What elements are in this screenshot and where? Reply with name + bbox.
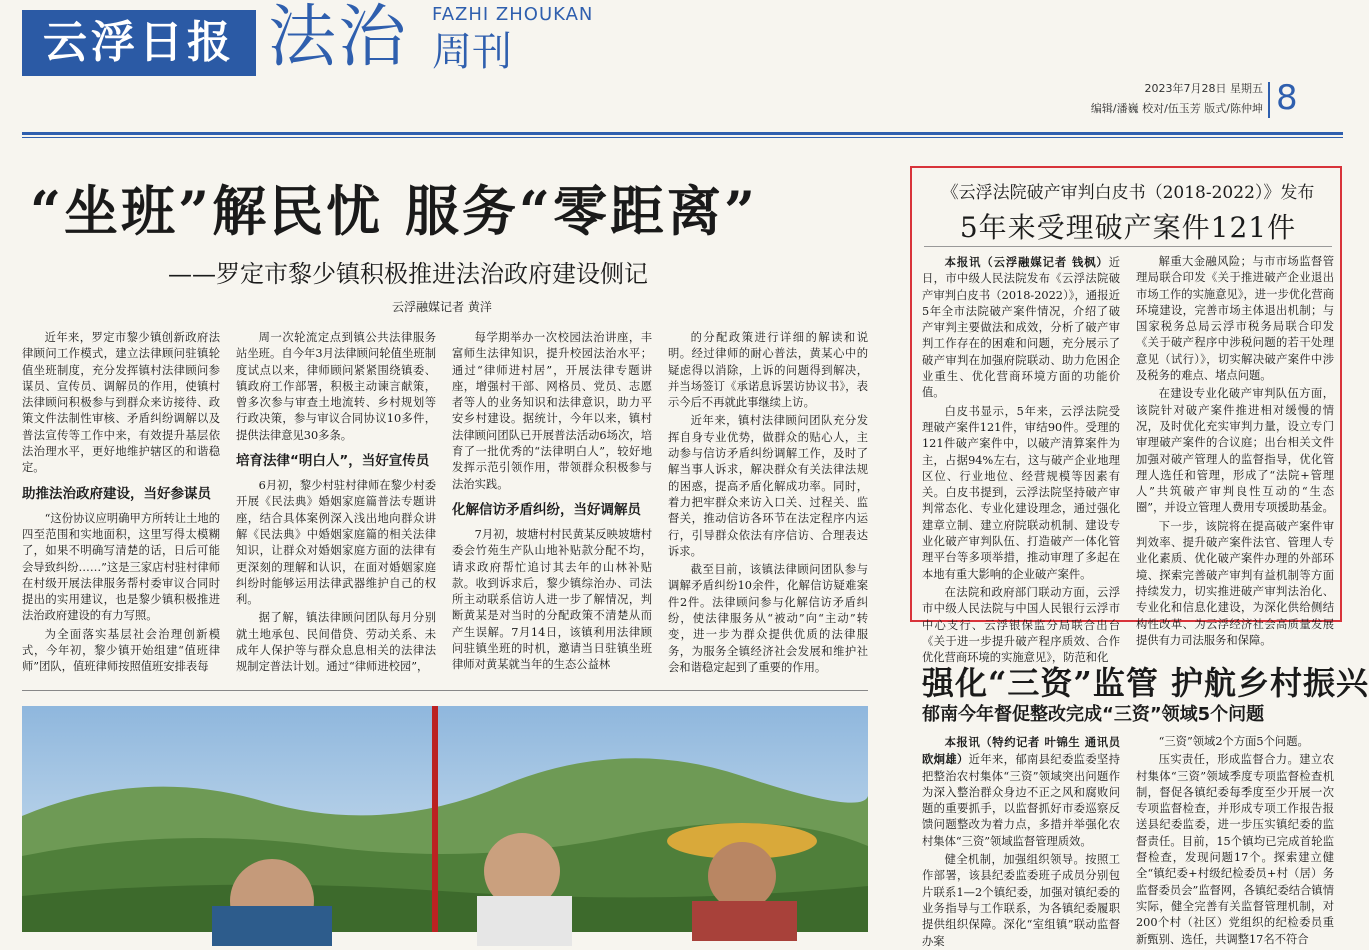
paragraph: “这份协议应明确甲方所转让土地的四至范围和实地面积，这里写得太模糊了，如果不明确写清楚的话，日后可能会导致纠纷……”这是三家店村驻村律师在村级开展法律服务帮村委审议合同时提出的实用建议，也是黎少镇积极推进法治政府建设的有力写照。 [22,511,220,623]
story2-column-2 [1136,734,1334,946]
masthead-rule-thin [22,137,1343,138]
sidebar-suptitle: 《云浮法院破产审判白皮书（2018-2022）》发布 [941,183,1315,203]
paragraph: 白皮书显示，5年来，云浮法院受理破产案件121件，审结90件。受理的121件破产案件中，以破产清算案件为主，占据94%左右，这与破产企业地理区位、行业地位、经营规模等因素有关。白皮书提到，云浮法院坚持破产审判常态化、专业化建设理念，通过强化建章立制、建立府院联动机制、建设专业化破产审判队伍、打造破产一体化管理平台等多项举措，推动审理了多起在本地有重大影响的企业破产案件。 [922,404,1120,581]
paragraph: 为全面落实基层社会治理创新模式，今年初，黎少镇开始组建“值班律师”团队，值班律师按照值班安排表每 [22,627,220,674]
masthead-rule [22,132,1343,135]
section-divider [22,690,868,691]
paragraph-text: 近日，市中级人民法院发布《云浮法院破产审判白皮书（2018-2022）》，通报近5年全市法院破产案件情况，介绍了破产审判主要做法和成效，分析了破产审判工作存在的困难和问题，充分展示了破产审判在加强府院联动、助力危困企业重生、优化营商环境方面的功能价值。 [922,256,1120,400]
paragraph: 每学期举办一次校园法治讲座，丰富师生法律知识，提升校园法治水平；通过“律师进村居”，开展法律专题讲座，增强村干部、网格员、党员、志愿者等人的业务知识和法律意识，助力平安乡村建设。据统计，今年以来，镇村法律顾问团队已开展普法活动6场次，培育了一批优秀的“法律明白人”，较好地发挥示范引领作用，带领群众积极参与法治实践。 [452,331,652,491]
sidebar-column-1 [922,254,1120,665]
paragraph: 近年来，罗定市黎少镇创新政府法律顾问工作模式，建立法律顾问驻镇轮值坐班制度，充分发挥镇村法律顾问参谋员、宣传员、调解员的作用，使镇村法律顾问积极参与到群众来访接待、政策文件法制性审核、矛盾纠纷调解以及普法宣传等工作中来，有效提升基层依法治理水平，更好地维护辖区的和谐稳定。 [22,331,220,475]
lead-subheadline: ——罗定市黎少镇积极推进法治政府建设侧记 [168,260,648,288]
lead-column-4 [668,330,868,674]
subhead: 助推法治政府建设，当好参谋员 [22,485,211,502]
story2-subheadline: 郁南今年督促整改完成“三资”领域5个问题 [922,704,1265,725]
page-number-divider [1268,82,1270,118]
paragraph: 解重大金融风险；与市市场监督管理局联合印发《关于推进破产企业退出市场工作的实施意见》，进一步优化营商环境建设，完善市场主体退出机制；与国家税务总局云浮市税务局联合印发《关于破产程序中涉税问题的若干处理意见（试行）》，切实解决破产案件中涉及税务的难点、堵点问题。 [1136,255,1334,383]
paragraph: “三资”领域2个方面5个问题。 [1158,735,1309,748]
paragraph: 据了解，镇法律顾问团队每月分别就土地承包、民间借贷、劳动关系、未成年人保护等与群众息息相关的法律法规制定普法计划。通过“律师进校园”， [236,611,436,674]
paragraph: 周一次轮流定点到镇公共法律服务站坐班。自今年3月法律顾问轮值坐班制度试点以来，律师顾问紧紧围绕镇委、镇政府工作部署，积极主动谏言献策，曾多次参与审查土地流转、乡村规划等行政决策，参与审议合同协议10多件，提供法律意见30多条。 [236,331,436,442]
paragraph: 在建设专业化破产审判队伍方面，该院针对破产案件推进相对缓慢的情况，及时优化充实审判力量，设立专门审理破产案件的合议庭；出台相关文件加强对破产管理人的监督指导，优化管理人选任和管理，形成了“法院+管理人”共筑破产审判良性互动的“生态圈”，并设立管理人费用专项援助基金。 [1136,387,1334,515]
sidebar-column-2 [1136,254,1334,647]
outdoor-scene-photo [22,706,868,932]
dateline: 本报讯（云浮融媒记者 钱枫） [944,255,1109,269]
section-title: 法治 [268,0,409,77]
page-number: 8 [1276,78,1298,118]
paragraph-text: 近年来，郁南县纪委监委坚持把整治农村集体“三资”领域突出问题作为深入整治群众身边不正之风和腐败问题的重要抓手，以监督抓好市委巡察反馈问题整改为着力点，多措并举强化农村集体“三资”领域监督管理质效。 [922,753,1120,848]
lead-headline: “坐班”解民忧 服务“零距离” [30,179,759,243]
paragraph [922,734,1120,850]
editor-credits: 编辑/潘巍 校对/伍玉芳 版式/陈仲坤 [1090,102,1263,115]
paragraph: 近年来，镇村法律顾问团队充分发挥自身专业优势，做群众的贴心人，主动参与信访矛盾纠纷调解工作，及时了解当事人诉求，解决群众有关法律法规的困惑，提高矛盾化解成功率。同时，着力把牢群众来访入口关、过程关、监督关，推动信访各环节在法定程序内运行，引导群众依法有序信访、合理表达诉求。 [668,414,868,558]
issue-date: 2023年7月28日 星期五 [1144,82,1263,95]
paragraph: 压实责任，形成监督合力。建立农村集体“三资”领域季度专项监督检查机制，督促各镇纪委每季度至少开展一次专项监督检查，并形成专项工作报告报送县纪委监委，进一步压实镇纪委的监督责任。目前，15个镇均已完成首轮监督检查，发现问题17个。探索建立健全“镇纪委+村级纪检委员+村（居）务监督委员会”监督网，各镇纪委结合镇情实际，健全完善有关监督管理机制，对200个村（社区）党组织的纪检委员重新甄别、选任，共调整17名不符合 [1136,753,1334,946]
paragraph: 截至目前，该镇法律顾问团队参与调解矛盾纠纷10余件，化解信访疑难案件2件。法律顾问参与化解信访矛盾纠纷，使法律服务从“被动”向“主动”转变，进一步为群众提供优质的法律服务，为服务全镇经济社会发展和维护社会和谐稳定起到了重要的作用。 [668,563,868,674]
subhead: 化解信访矛盾纠纷，当好调解员 [452,501,641,518]
subhead: 培育法律“明白人”，当好宣传员 [236,453,430,470]
paragraph: 下一步，该院将在提高破产案件审判效率、提升破产案件法官、管理人专业化素质、优化破产案件办理的外部环境、探索完善破产审判有益机制等方面持续发力，切实推进破产审判法治化、专业化和信息化建设，为深化供给侧结构性改革、为云浮经济社会高质量发展提供有力司法服务和保障。 [1136,519,1334,647]
section-pinyin: FAZHI ZHOUKAN [432,4,594,25]
section-subtitle: 周刊 [432,29,512,75]
lead-column-1 [22,330,220,674]
paragraph [922,254,1120,402]
sidebar-divider [924,246,1332,247]
paragraph: 的分配政策进行详细的解读和说明。经过律师的耐心普法，黄某心中的疑虑得以消除，上诉的问题得到解决，并当场签订《承诺息诉罢访协议书》，表示今后不再就此事继续上访。 [668,331,868,410]
paragraph: 7月初，坡塘村村民黄某反映坡塘村委会竹苑生产队山地补贴款分配不均，请求政府帮忙追讨其去年的山林补贴款。收到诉求后，黎少镇综治办、司法所主动联系信访人进一步了解情况，判断黄某是对当时的分配政策不清楚从而产生误解。7月14日，该镇利用法律顾问驻镇坐班的时机，邀请当日驻镇坐班律师对黄某就当年的生态公益林 [452,527,652,672]
paragraph: 健全机制，加强组织领导。按照工作部署，该县纪委监委班子成员分别包片联系1—2个镇纪委，加强对镇纪委的业务指导与工作联系，为各镇纪委履职提供组织保障。深化“室组镇”联动监督办案 [922,853,1120,948]
story2-headline: 强化“三资”监管 护航乡村振兴 [922,664,1369,702]
lead-byline: 云浮融媒记者 黄洋 [392,300,492,314]
paragraph: 6月初，黎少村驻村律师在黎少村委开展《民法典》婚姻家庭篇普法专题讲座，结合具体案例深入浅出地向群众讲解《民法典》中婚姻家庭篇的相关法律知识，让群众对婚姻家庭方面的法律有更深刻的理解和认识，在面对婚姻家庭纠纷时能够运用法律武器维护自己的权利。 [236,479,436,607]
lead-column-3 [452,330,652,672]
dateline: 本报讯（特约记者 叶锦生 通讯员 欧炯雄） [922,735,1120,767]
paragraph: 在法院和政府部门联动方面，云浮市中级人民法院与中国人民银行云浮市中心支行、云浮银保监分局联合出台《关于进一步提升破产程序质效、合作优化营商环境的实施意见》，防范和化 [922,585,1120,665]
newspaper-logo: 云浮日报 [22,10,256,76]
lead-column-2 [236,330,436,674]
photo-illustration [22,706,868,932]
sidebar-headline: 5年来受理破产案件121件 [959,211,1297,244]
story2-column-1 [922,734,1120,948]
